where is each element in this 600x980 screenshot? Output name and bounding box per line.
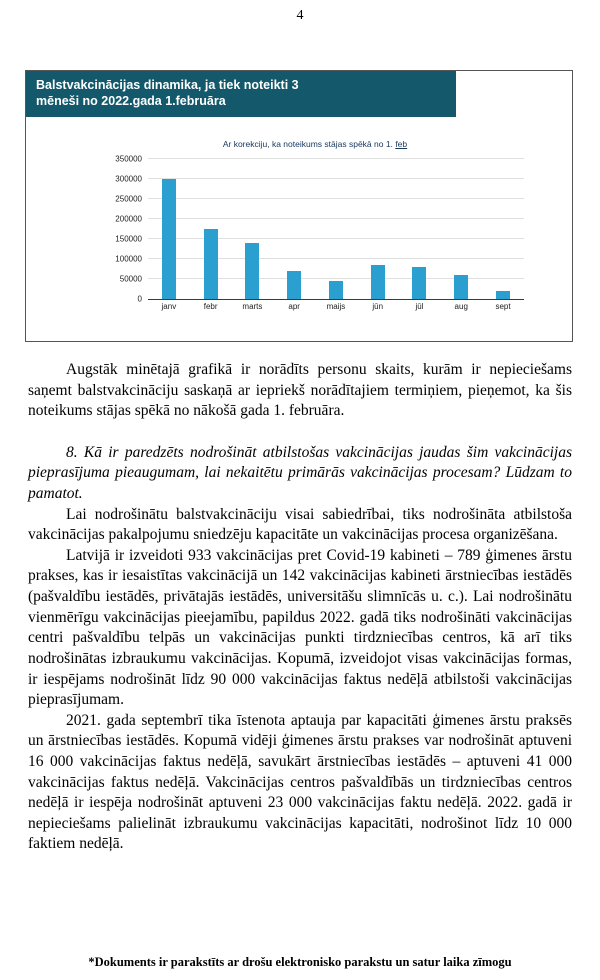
chart-title-underlined: feb (395, 138, 408, 149)
bar (454, 275, 468, 299)
page-number: 4 (296, 8, 304, 23)
paragraph-answer-2: Latvijā ir izveidoti 933 vakcinācijas pret Covid-19 kabineti – 789 ģimenes ārstu prakses, kas ir iesaistītas vakcinācijā un 142 vakcinācijas kabineti ārstniecības iestādēs (pašvaldību iestādēs, privātajās iestādēs, universitāšu slimnīcās u. c.). Lai nodrošinātu vienmērīgu vakcinācijas pieejamību, papildus 2022. gadā tiks nodrošināti vakcinācijas centri pašvaldību telpās un vakcinācijas punkti tirdzniecības centros, kā arī tiks nodrošinātas izbraukumu vakcinācijas. Kopumā, izveidojot visas vakcinācijas formas, ir iespējams nodrošināt līdz 90 000 vakcinācijas faktus nedēļā atbilstoši vakcinācijas pieprasījumam. (28, 546, 572, 709)
x-tick-label: marts (242, 301, 263, 311)
x-tick-label: janv (161, 301, 177, 311)
y-axis-labels (106, 154, 148, 303)
x-tick-label: sept (495, 301, 511, 311)
bar-column (412, 159, 426, 299)
body-text (28, 360, 572, 855)
paragraph-question: 8. Kā ir paredzēts nodrošināt atbilstošas vakcinācijas jaudas šim vakcinācijas pieprasījuma pieaugumam, lai nekaitētu primārās vakcinācijas procesam? Lūdzam to pamatot. (28, 443, 572, 503)
chart-graph (106, 154, 524, 303)
bar-column (287, 159, 301, 299)
bar (329, 281, 343, 299)
y-tick-label: 150000 (115, 234, 142, 243)
bar (287, 271, 301, 299)
x-tick-label: apr (288, 301, 300, 311)
x-tick-label: jūn (372, 301, 384, 311)
x-axis-labels (148, 299, 524, 311)
chart-header-line1: Balstvakcinācijas dinamika, ja tiek noteikti 3 (36, 78, 299, 92)
bar-column (454, 159, 468, 299)
y-tick-label: 250000 (115, 194, 142, 203)
bar-column (162, 159, 176, 299)
y-tick-label: 0 (137, 294, 142, 303)
x-tick-label: febr (203, 301, 218, 311)
x-tick-label: aug (454, 301, 468, 311)
bar-column (496, 159, 510, 299)
bar-column (329, 159, 343, 299)
y-tick-label: 300000 (115, 174, 142, 183)
chart-header (26, 71, 456, 117)
bar (245, 243, 259, 299)
y-tick-label: 50000 (119, 274, 142, 283)
bar-column (371, 159, 385, 299)
bar (412, 267, 426, 299)
y-tick-label: 200000 (115, 214, 142, 223)
x-tick-label: jūl (415, 301, 424, 311)
x-tick-label: maijs (326, 301, 346, 311)
paragraph-answer-3: 2021. gada septembrī tika īstenota aptauja par kapacitāti ģimenes ārstu praksēs un ārstniecības iestādēs. Kopumā vidēji ģimenes ārstu prakses var nodrošināt aptuveni 16 000 vakcinācijas faktus nedēļā, savukārt ārstniecības iestādēs – aptuveni 41 000 vakcinācijas faktus nedēļā. Vakcinācijas centros pašvaldībās un tirdzniecības centros nedēļā ir iespēja nodrošināt aptuveni 23 000 vakcinācijas faktu nedēļā. 2022. gadā ir nepieciešams palielināt izbraukumu vakcinācijas kapacitāti, nodrošinot līdz 10 000 faktiem nedēļā. (28, 711, 572, 853)
bar-column (204, 159, 218, 299)
chart-header-line2: mēneši no 2022.gada 1.februāra (36, 94, 226, 109)
bar (162, 179, 176, 299)
paragraph-answer-1: Lai nodrošinātu balstvakcināciju visai sabiedrībai, tiks nodrošināta atbilstoša vakcinācijas pakalpojumu sniedzēju kapacitāte un vakcinācijas procesa organizēšana. (28, 505, 572, 544)
bar (204, 229, 218, 299)
footer-signature-note: *Dokuments ir parakstīts ar drošu elektronisko parakstu un satur laika zīmogu (88, 955, 512, 969)
plot-area (148, 159, 524, 300)
y-tick-label: 100000 (115, 254, 142, 263)
chart-title-text: Ar korekciju, ka noteikums stājas spēkā no 1. (222, 138, 393, 149)
y-tick-label: 350000 (115, 154, 142, 163)
bar-column (245, 159, 259, 299)
bar (371, 265, 385, 299)
chart-body (26, 117, 572, 311)
paragraph-intro: Augstāk minētajā grafikā ir norādīts personu skaits, kurām ir nepieciešams saņemt balstvakcināciju saskaņā ar iepriekš norādītajiem termiņiem, pieņemot, ka šis noteikums stājas spēkā no nākošā gada 1. februāra. (28, 361, 572, 420)
bar (496, 291, 510, 299)
chart-title (106, 139, 524, 149)
chart-container (25, 70, 573, 342)
